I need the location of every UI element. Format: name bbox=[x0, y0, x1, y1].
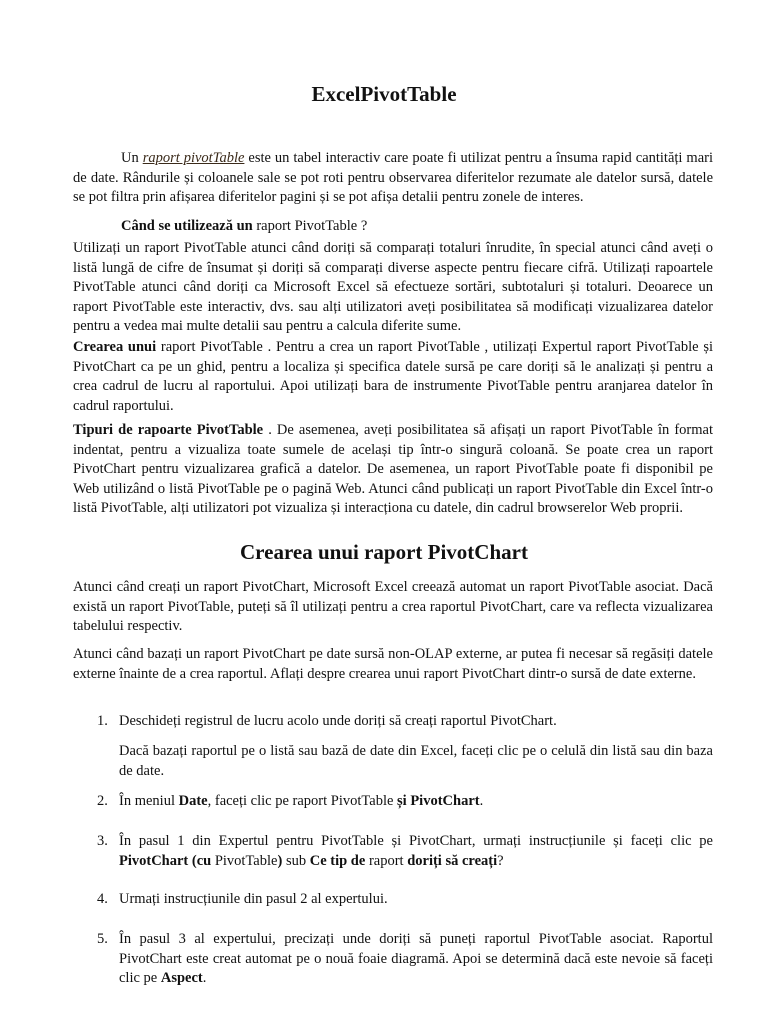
section-title: Crearea unui raport PivotChart bbox=[240, 540, 528, 564]
question-bold: Când se utilizează un bbox=[121, 218, 253, 234]
list-text-part: . bbox=[202, 970, 207, 986]
list-item bbox=[73, 792, 713, 812]
list-number: 2. bbox=[97, 793, 108, 809]
list-item-subparagraph bbox=[73, 742, 713, 781]
create-paragraph bbox=[73, 338, 713, 416]
list-text bbox=[119, 930, 713, 989]
pivottable-link[interactable]: raport pivotTable bbox=[142, 150, 245, 166]
list-text-part: În pasul 3 al expertului, precizați unde doriți să puneți raportul PivotTable asociat. Raportul PivotChart este creat automat pe o nouă foaie diagramă. Apoi se determină dacă este nevoie să faceți clic pe bbox=[119, 931, 713, 986]
list-text-part: În meniul bbox=[119, 793, 179, 809]
list-text-bold: ) bbox=[277, 852, 283, 869]
list-number: 5. bbox=[97, 931, 108, 947]
pivotchart-label: și PivotChart bbox=[397, 793, 480, 809]
question-paragraph bbox=[73, 217, 713, 237]
list-number: 1. bbox=[97, 713, 108, 729]
document-title: ExcelPivotTable bbox=[311, 82, 457, 106]
list-text-part: . bbox=[479, 793, 484, 809]
date-menu-label: Date bbox=[178, 793, 208, 809]
list-number: 3. bbox=[97, 833, 108, 849]
list-item bbox=[73, 832, 713, 871]
list-number: 4. bbox=[97, 891, 108, 907]
list-text: Deschideți registrul de lucru acolo unde doriți să creați raportul PivotChart. bbox=[119, 713, 557, 729]
types-bold: Tipuri de rapoarte PivotTable bbox=[73, 422, 264, 438]
list-item bbox=[73, 930, 713, 989]
intro-text: este un tabel interactiv care poate fi utilizat pentru a însuma rapid cantități mari de date. Rândurile și coloanele sale se pot roti pentru observarea diferitelor rezumate ale datelor sursă, datele se pot filtra prin afișarea diferitelor pagini și se pot afișa detalii pentru zonele de interes. bbox=[73, 150, 713, 205]
list-text-bold: doriți să creați bbox=[407, 852, 498, 869]
list-text-part: PivotTable bbox=[214, 852, 278, 869]
list-text-part: ? bbox=[497, 852, 504, 869]
list-text-part: sub bbox=[282, 852, 310, 869]
pivotchart-paragraph-2: Atunci când bazați un raport PivotChart pe date sursă non-OLAP externe, ar putea fi necesar să regăsiți datele externe înainte de a crea raportul. Aflați despre crearea unui raport PivotChart dintr-o sursă de date externe. bbox=[73, 646, 713, 682]
types-text: . De asemenea, aveți posibilitatea să afișați un raport PivotTable în format indentat, pentru a vizualiza toate sumele de același tip într-o singură coloană. Se poate crea un raport PivotChart pentru vizualizarea grafică a datelor. De asemenea, un raport PivotTable poate fi disponibil pe Web utilizând o listă PivotTable pe o pagină Web. Atunci când publicați un raport PivotTable din Excel într-o listă PivotTable, alți utilizatori pot vizualiza și interacționa cu datele, din cadrul browserelor Web proprii. bbox=[73, 422, 713, 516]
list-text: Urmați instrucțiunile din pasul 2 al expertului. bbox=[119, 891, 388, 907]
list-text bbox=[119, 832, 713, 871]
list-text-part: , faceți clic pe raport PivotTable bbox=[207, 793, 398, 809]
question-text: raport PivotTable ? bbox=[252, 218, 368, 234]
list-text bbox=[119, 792, 713, 812]
pivotchart-paragraph-1: Atunci când creați un raport PivotChart, Microsoft Excel creează automat un raport PivotTable asociat. Dacă există un raport PivotTable, puteți să îl utilizați pentru a crea raportul PivotChart, care va reflecta vizualizarea tabelului respectiv. bbox=[73, 579, 713, 634]
create-text: raport PivotTable . Pentru a crea un raport PivotTable , utilizați Expertul raport PivotTable și PivotChart ca pe un ghid, pentru a localiza și specifica datele sursă pe care doriți să le analizați și pentru a crea cadrul de lucru al raportului. Apoi utilizați bara de instrumente PivotTable pentru aranjarea datelor în cadrul raportului. bbox=[73, 339, 713, 414]
types-paragraph bbox=[73, 421, 713, 519]
list-item bbox=[73, 890, 713, 910]
list-text-bold: PivotChart (cu bbox=[119, 852, 215, 869]
intro-paragraph bbox=[73, 149, 713, 208]
create-bold: Crearea unui bbox=[73, 339, 157, 355]
intro-prefix: Un bbox=[121, 150, 143, 166]
list-text-bold: Ce tip de bbox=[309, 852, 366, 869]
list-subtext: Dacă bazați raportul pe o listă sau bază de date din Excel, faceți clic pe o celulă din listă sau din baza de date. bbox=[119, 743, 713, 779]
aspect-label: Aspect bbox=[160, 970, 203, 986]
list-text-part: raport bbox=[365, 852, 408, 869]
list-text-part: În pasul 1 din Expertul pentru PivotTable și PivotChart, urmați instrucțiunile și faceți clic pe bbox=[119, 833, 713, 849]
list-item bbox=[73, 712, 713, 732]
answer-paragraph: Utilizați un raport PivotTable atunci când doriți să comparați totaluri înrudite, în special atunci când aveți o listă lungă de cifre de însumat și doriți să comparați diverse aspecte pentru fiecare cifră. Utilizați rapoartele PivotTable atunci când doriți ca Microsoft Excel să efectueze sortări, subtotaluri și totaluri. Deoarece un raport PivotTable este interactiv, dvs. sau alți utilizatori aveți posibilitatea să modificați vizualizarea datelor pentru a vedea mai multe detalii sau pentru a calcula diferite sume. bbox=[73, 240, 713, 334]
